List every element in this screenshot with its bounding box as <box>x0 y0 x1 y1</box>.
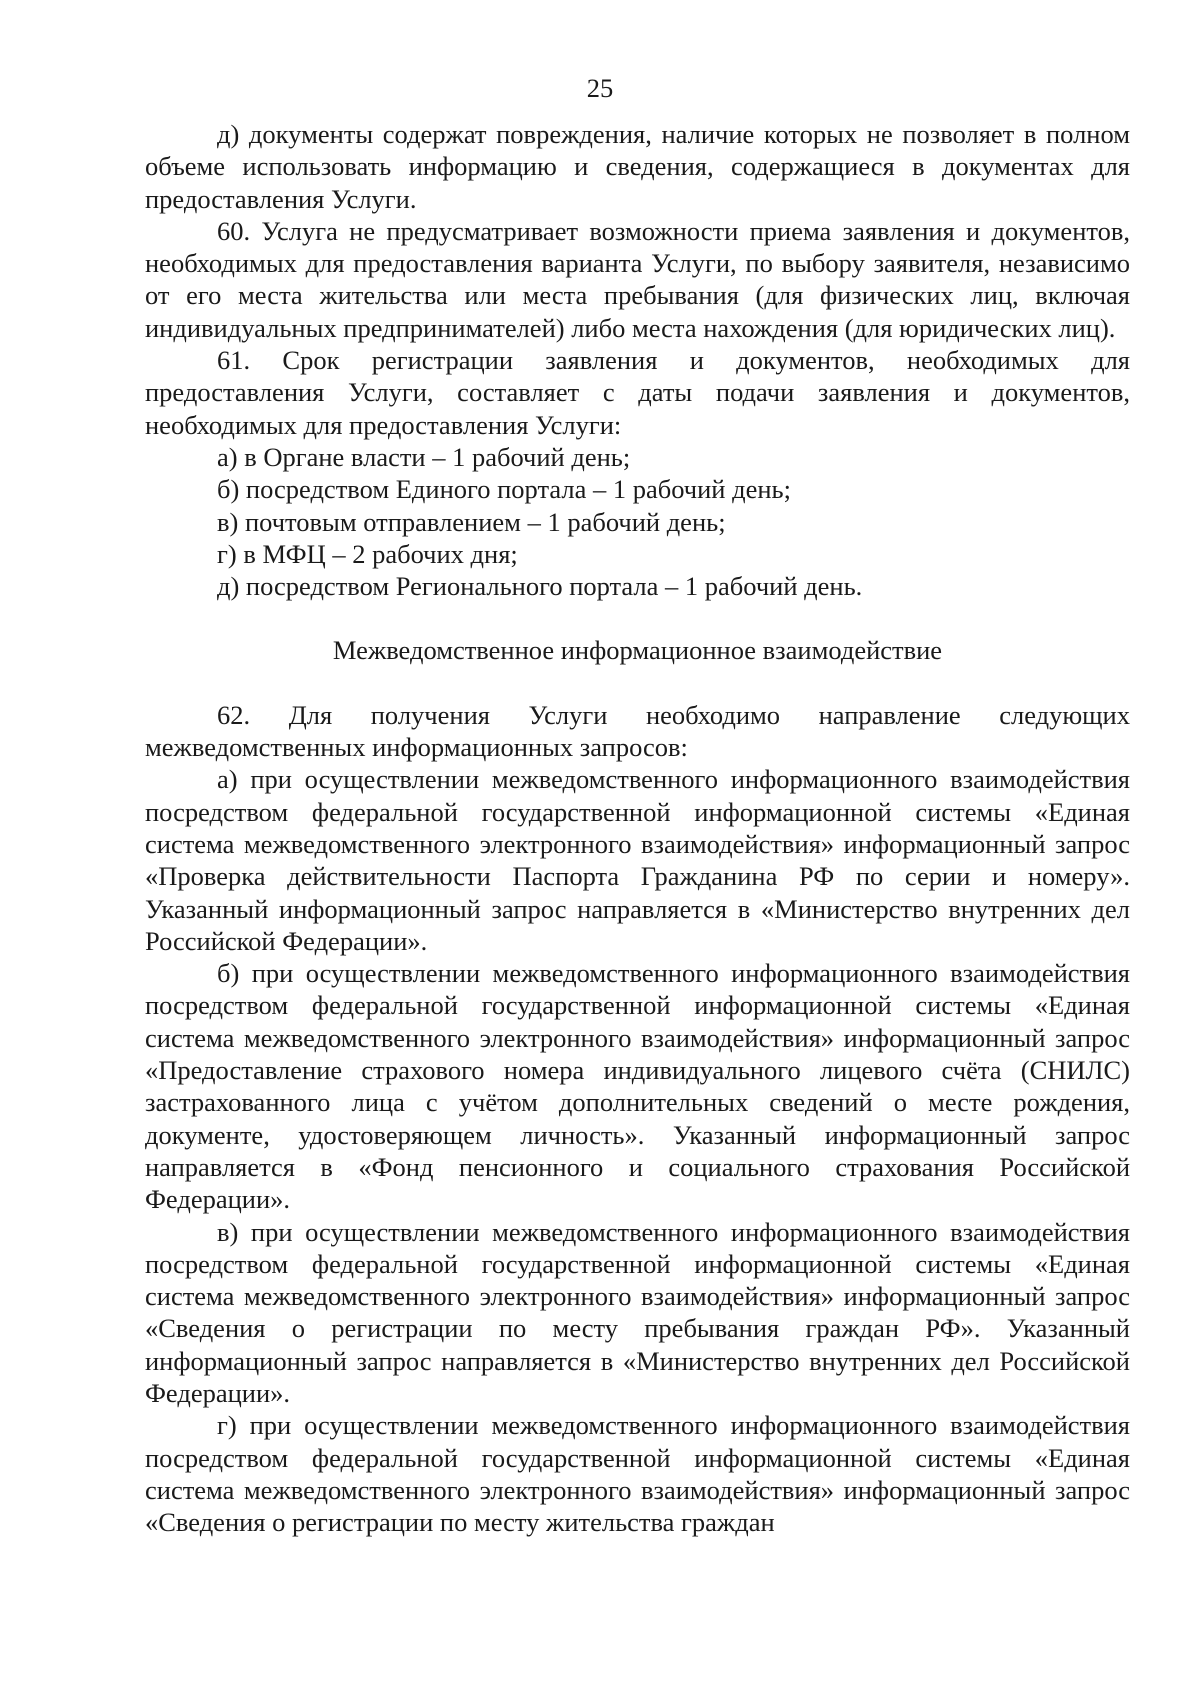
paragraph-item-d-damaged-documents: д) документы содержат повреждения, наличие которых не позволяет в полном объеме использовать информацию и сведения, содержащиеся в документах для предоставления Услуги. <box>145 119 1130 214</box>
list-item-g: г) в МФЦ – 2 рабочих дня; <box>217 538 518 569</box>
section-heading: Межведомственное информационное взаимодействие <box>332 635 943 666</box>
paragraph-61: 61. Срок регистрации заявления и документов, необходимых для предоставления Услуги, составляет с даты подачи заявления и документов, необходимых для предоставления Услуги: <box>145 345 1130 440</box>
request-item-v: в) при осуществлении межведомственного информационного взаимодействия посредством федеральной государственной информационной системы «Единая система межведомственного электронного взаимодействия» информационный запрос «Сведения о регистрации по месту пребывания граждан РФ». Указанный информационный запрос направляется в «Министерство внутренних дел Российской Федерации». <box>145 1216 1130 1408</box>
request-item-g: г) при осуществлении межведомственного информационного взаимодействия посредством федеральной государственной информационной системы «Единая система межведомственного электронного взаимодействия» информационный запрос «Сведения о регистрации по месту жительства граждан <box>145 1410 1130 1538</box>
list-item-d: д) посредством Регионального портала – 1 рабочий день. <box>217 571 863 602</box>
paragraph-62: 62. Для получения Услуги необходимо направление следующих межведомственных информационных запросов: <box>145 699 1130 763</box>
list-item-v: в) почтовым отправлением – 1 рабочий день; <box>217 506 726 537</box>
paragraph-60: 60. Услуга не предусматривает возможности приема заявления и документов, необходимых для предоставления варианта Услуги, по выбору заявителя, независимо от его места жительства или места пребывания (для физических лиц, включая индивидуальных предпринимателей) либо места нахождения (для юридических лиц). <box>145 215 1130 343</box>
request-item-a: а) при осуществлении межведомственного информационного взаимодействия посредством федеральной государственной информационной системы «Единая система межведомственного электронного взаимодействия» информационный запрос «Проверка действительности Паспорта Гражданина РФ по серии и номеру». Указанный информационный запрос направляется в «Министерство внутренних дел Российской Федерации». <box>145 764 1130 956</box>
page-number: 25 <box>586 73 614 103</box>
list-item-b: б) посредством Единого портала – 1 рабочий день; <box>217 474 791 505</box>
document-body <box>145 118 1130 1538</box>
request-item-b: б) при осуществлении межведомственного информационного взаимодействия посредством федеральной государственной информационной системы «Единая система межведомственного электронного взаимодействия» информационный запрос «Предоставление страхового номера индивидуального лицевого счёта (СНИЛС) застрахованного лица с учётом дополнительных сведений о месте рождения, документе, удостоверяющем личность». Указанный информационный запрос направляется в «Фонд пенсионного и социального страхования Российской Федерации». <box>145 958 1130 1215</box>
list-item-a: а) в Органе власти – 1 рабочий день; <box>217 441 631 472</box>
